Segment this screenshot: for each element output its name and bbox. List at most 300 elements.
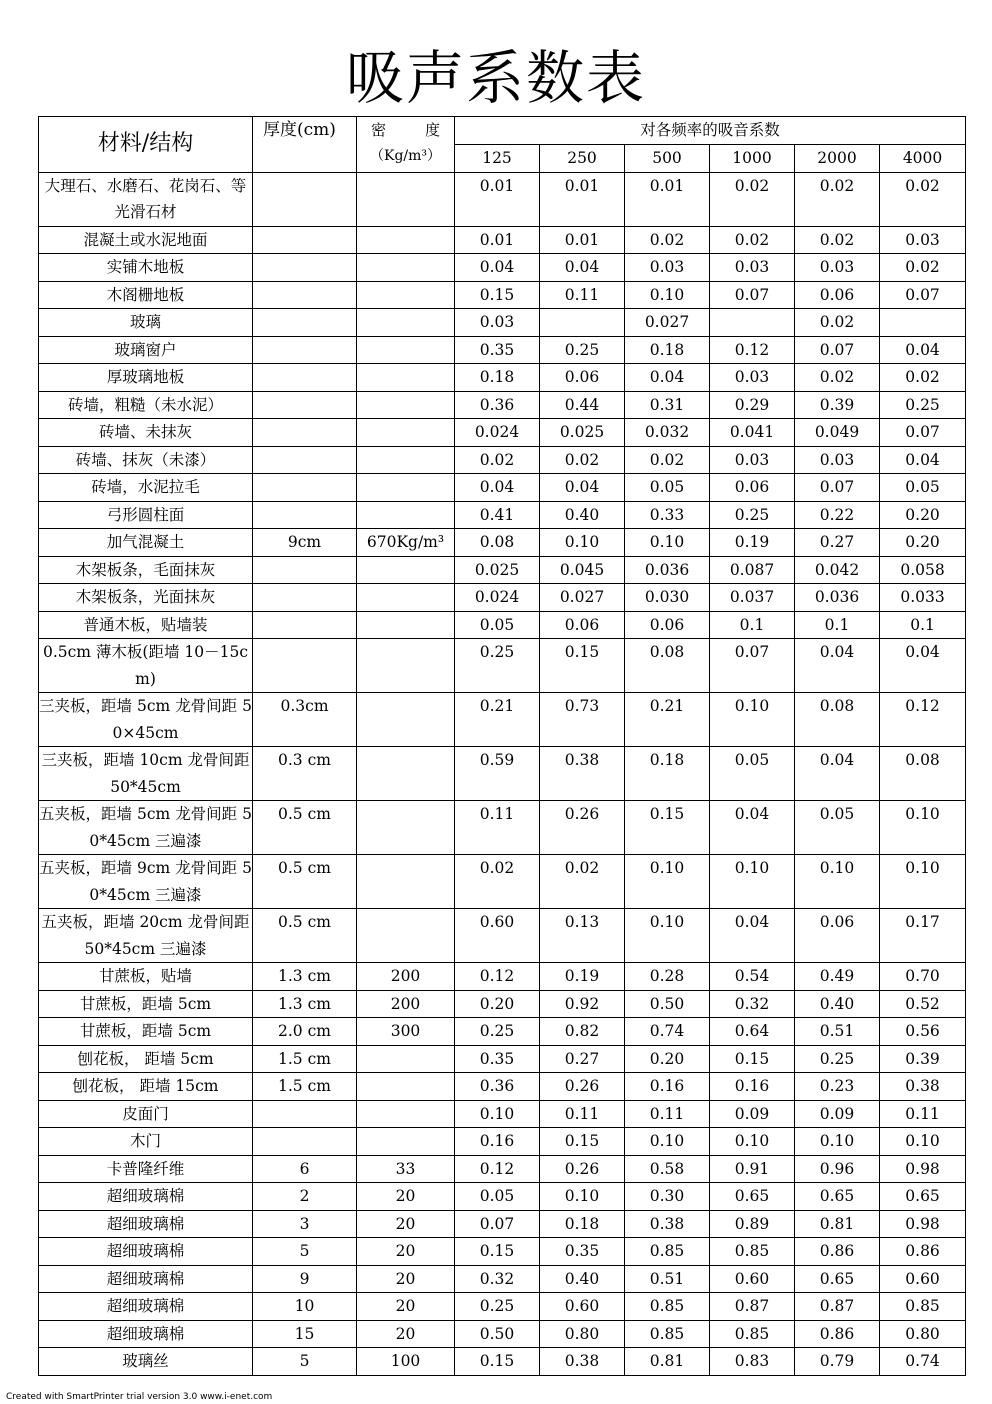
thickness-cell	[253, 1100, 357, 1128]
coefficient-cell-125: 0.32	[455, 1265, 540, 1293]
coefficient-cell-250	[540, 309, 625, 337]
coefficient-cell-4000: 0.02	[880, 364, 966, 392]
table-row	[39, 226, 966, 254]
coefficient-cell-250: 0.02	[540, 446, 625, 474]
coefficient-cell-500: 0.10	[625, 909, 710, 963]
coefficient-cell-125: 0.024	[455, 419, 540, 447]
coefficient-cell-4000: 0.20	[880, 501, 966, 529]
coefficient-cell-250: 0.26	[540, 801, 625, 855]
material-cell: 三夹板，距墙 10cm 龙骨间距 50*45cm	[39, 747, 253, 801]
coefficient-cell-2000: 0.07	[795, 474, 880, 502]
thickness-cell: 0.5 cm	[253, 909, 357, 963]
coefficient-cell-125: 0.50	[455, 1320, 540, 1348]
material-cell: 木架板条，毛面抹灰	[39, 556, 253, 584]
coefficient-cell-500: 0.036	[625, 556, 710, 584]
header-density-unit: （Kg/m³）	[369, 148, 442, 164]
table-row	[39, 693, 966, 747]
coefficient-cell-125: 0.07	[455, 1210, 540, 1238]
header-density-label	[357, 117, 454, 143]
coefficient-cell-1000: 0.64	[710, 1018, 795, 1046]
thickness-cell	[253, 1128, 357, 1156]
thickness-cell: 0.5 cm	[253, 801, 357, 855]
coefficient-cell-1000: 0.85	[710, 1238, 795, 1266]
table-row	[39, 254, 966, 282]
coefficient-cell-500: 0.33	[625, 501, 710, 529]
coefficient-cell-4000: 0.17	[880, 909, 966, 963]
material-cell: 混凝土或水泥地面	[39, 226, 253, 254]
thickness-cell	[253, 226, 357, 254]
coefficient-cell-4000: 0.20	[880, 529, 966, 557]
header-row-1	[39, 117, 966, 145]
coefficient-cell-1000: 0.04	[710, 909, 795, 963]
thickness-cell: 5	[253, 1348, 357, 1376]
thickness-cell	[253, 639, 357, 693]
coefficient-cell-4000: 0.86	[880, 1238, 966, 1266]
page-title: 吸声系数表	[345, 44, 646, 112]
thickness-cell: 5	[253, 1238, 357, 1266]
coefficient-cell-1000: 0.60	[710, 1265, 795, 1293]
thickness-cell	[253, 309, 357, 337]
thickness-cell: 15	[253, 1320, 357, 1348]
table-row	[39, 281, 966, 309]
material-cell: 砖墙，水泥拉毛	[39, 474, 253, 502]
material-cell: 甘蔗板，距墙 5cm	[39, 1018, 253, 1046]
coefficient-cell-4000: 0.07	[880, 281, 966, 309]
coefficient-cell-1000: 0.1	[710, 611, 795, 639]
coefficient-cell-250: 0.10	[540, 529, 625, 557]
table-row	[39, 172, 966, 226]
coefficient-cell-250: 0.92	[540, 990, 625, 1018]
thickness-cell	[253, 254, 357, 282]
coefficient-cell-250: 0.60	[540, 1293, 625, 1321]
coefficient-cell-1000: 0.16	[710, 1073, 795, 1101]
coefficient-cell-250: 0.38	[540, 747, 625, 801]
absorption-table	[38, 116, 966, 1376]
coefficient-cell-1000: 0.65	[710, 1183, 795, 1211]
coefficient-cell-125: 0.12	[455, 963, 540, 991]
coefficient-cell-250: 0.045	[540, 556, 625, 584]
density-cell	[357, 1100, 455, 1128]
coefficient-cell-500: 0.85	[625, 1320, 710, 1348]
coefficient-cell-125: 0.10	[455, 1100, 540, 1128]
thickness-cell: 1.3 cm	[253, 990, 357, 1018]
table-row	[39, 1320, 966, 1348]
density-cell: 670Kg/m³	[357, 529, 455, 557]
coefficient-cell-2000: 0.09	[795, 1100, 880, 1128]
coefficient-cell-250: 0.15	[540, 639, 625, 693]
density-cell	[357, 391, 455, 419]
material-cell: 玻璃	[39, 309, 253, 337]
density-cell	[357, 747, 455, 801]
coefficient-cell-1000: 0.10	[710, 693, 795, 747]
coefficient-cell-2000: 0.036	[795, 584, 880, 612]
density-cell	[357, 172, 455, 226]
thickness-cell	[253, 474, 357, 502]
coefficient-cell-125: 0.60	[455, 909, 540, 963]
coefficient-cell-1000: 0.05	[710, 747, 795, 801]
coefficient-cell-500: 0.18	[625, 336, 710, 364]
material-cell: 大理石、水磨石、花岗石、等光滑石材	[39, 172, 253, 226]
coefficient-cell-125: 0.36	[455, 391, 540, 419]
coefficient-cell-4000: 0.10	[880, 1128, 966, 1156]
density-cell: 20	[357, 1320, 455, 1348]
coefficient-cell-500: 0.31	[625, 391, 710, 419]
coefficient-cell-4000: 0.12	[880, 693, 966, 747]
coefficient-cell-500: 0.06	[625, 611, 710, 639]
coefficient-cell-1000	[710, 309, 795, 337]
table-row	[39, 446, 966, 474]
coefficient-cell-4000: 0.02	[880, 172, 966, 226]
coefficient-cell-1000: 0.04	[710, 801, 795, 855]
table-row	[39, 501, 966, 529]
coefficient-cell-2000: 0.03	[795, 254, 880, 282]
coefficient-cell-250: 0.04	[540, 474, 625, 502]
coefficient-cell-125: 0.02	[455, 446, 540, 474]
density-cell	[357, 639, 455, 693]
coefficient-cell-1000: 0.10	[710, 855, 795, 909]
coefficient-cell-500: 0.10	[625, 529, 710, 557]
coefficient-cell-125: 0.15	[455, 1348, 540, 1376]
density-cell	[357, 611, 455, 639]
coefficient-cell-250: 0.18	[540, 1210, 625, 1238]
coefficient-cell-125: 0.16	[455, 1128, 540, 1156]
density-cell	[357, 1045, 455, 1073]
coefficient-cell-1000: 0.15	[710, 1045, 795, 1073]
thickness-cell	[253, 419, 357, 447]
coefficient-cell-4000: 0.85	[880, 1293, 966, 1321]
coefficient-cell-125: 0.024	[455, 584, 540, 612]
coefficient-cell-125: 0.20	[455, 990, 540, 1018]
coefficient-cell-2000: 0.25	[795, 1045, 880, 1073]
density-cell	[357, 254, 455, 282]
coefficient-cell-250: 0.40	[540, 501, 625, 529]
table-row	[39, 364, 966, 392]
density-cell: 200	[357, 990, 455, 1018]
coefficient-cell-125: 0.11	[455, 801, 540, 855]
density-cell	[357, 801, 455, 855]
thickness-cell: 1.5 cm	[253, 1073, 357, 1101]
material-cell: 超细玻璃棉	[39, 1320, 253, 1348]
density-cell	[357, 446, 455, 474]
coefficient-cell-1000: 0.83	[710, 1348, 795, 1376]
density-cell	[357, 556, 455, 584]
coefficient-cell-1000: 0.03	[710, 254, 795, 282]
coefficient-cell-125: 0.35	[455, 336, 540, 364]
table-row	[39, 1210, 966, 1238]
coefficient-cell-2000: 0.96	[795, 1155, 880, 1183]
table-row	[39, 963, 966, 991]
coefficient-cell-250: 0.11	[540, 281, 625, 309]
density-cell: 200	[357, 963, 455, 991]
thickness-cell: 9cm	[253, 529, 357, 557]
header-freq-2000: 2000	[795, 145, 880, 173]
coefficient-cell-4000: 0.1	[880, 611, 966, 639]
density-cell: 20	[357, 1293, 455, 1321]
coefficient-cell-500: 0.18	[625, 747, 710, 801]
coefficient-cell-500: 0.01	[625, 172, 710, 226]
table-row	[39, 801, 966, 855]
density-cell	[357, 1073, 455, 1101]
material-cell: 普通木板，贴墙装	[39, 611, 253, 639]
table-row	[39, 584, 966, 612]
coefficient-cell-1000: 0.02	[710, 172, 795, 226]
table-row	[39, 474, 966, 502]
table-row	[39, 419, 966, 447]
density-cell	[357, 419, 455, 447]
coefficient-cell-1000: 0.03	[710, 364, 795, 392]
thickness-cell	[253, 172, 357, 226]
density-cell	[357, 501, 455, 529]
coefficient-cell-4000: 0.04	[880, 639, 966, 693]
coefficient-cell-2000: 0.049	[795, 419, 880, 447]
coefficient-cell-500: 0.85	[625, 1293, 710, 1321]
coefficient-cell-4000	[880, 309, 966, 337]
coefficient-cell-2000: 0.07	[795, 336, 880, 364]
material-cell: 加气混凝土	[39, 529, 253, 557]
coefficient-cell-250: 0.27	[540, 1045, 625, 1073]
coefficient-cell-1000: 0.87	[710, 1293, 795, 1321]
coefficient-cell-1000: 0.89	[710, 1210, 795, 1238]
coefficient-cell-125: 0.02	[455, 855, 540, 909]
coefficient-cell-4000: 0.25	[880, 391, 966, 419]
coefficient-cell-2000: 0.05	[795, 801, 880, 855]
coefficient-cell-125: 0.41	[455, 501, 540, 529]
material-cell: 卡普隆纤维	[39, 1155, 253, 1183]
coefficient-cell-250: 0.04	[540, 254, 625, 282]
coefficient-cell-4000: 0.04	[880, 336, 966, 364]
coefficient-cell-2000: 0.65	[795, 1183, 880, 1211]
coefficient-cell-1000: 0.25	[710, 501, 795, 529]
coefficient-cell-125: 0.15	[455, 1238, 540, 1266]
coefficient-cell-500: 0.04	[625, 364, 710, 392]
coefficient-cell-2000: 0.02	[795, 226, 880, 254]
coefficient-cell-125: 0.21	[455, 693, 540, 747]
table-row	[39, 747, 966, 801]
density-cell	[357, 281, 455, 309]
coefficient-cell-250: 0.13	[540, 909, 625, 963]
coefficient-cell-500: 0.30	[625, 1183, 710, 1211]
thickness-cell	[253, 556, 357, 584]
coefficient-cell-500: 0.38	[625, 1210, 710, 1238]
coefficient-cell-1000: 0.09	[710, 1100, 795, 1128]
coefficient-cell-4000: 0.98	[880, 1155, 966, 1183]
coefficient-cell-1000: 0.54	[710, 963, 795, 991]
density-cell: 20	[357, 1210, 455, 1238]
coefficient-cell-2000: 0.02	[795, 309, 880, 337]
coefficient-cell-125: 0.18	[455, 364, 540, 392]
material-cell: 超细玻璃棉	[39, 1183, 253, 1211]
header-freq-500: 500	[625, 145, 710, 173]
coefficient-cell-500: 0.027	[625, 309, 710, 337]
coefficient-cell-4000: 0.05	[880, 474, 966, 502]
thickness-cell: 1.3 cm	[253, 963, 357, 991]
coefficient-cell-2000: 0.22	[795, 501, 880, 529]
table-row	[39, 611, 966, 639]
density-cell	[357, 336, 455, 364]
material-cell: 厚玻璃地板	[39, 364, 253, 392]
coefficient-cell-2000: 0.79	[795, 1348, 880, 1376]
coefficient-cell-2000: 0.10	[795, 1128, 880, 1156]
coefficient-cell-1000: 0.06	[710, 474, 795, 502]
coefficient-cell-500: 0.15	[625, 801, 710, 855]
coefficient-cell-250: 0.01	[540, 172, 625, 226]
coefficient-cell-500: 0.08	[625, 639, 710, 693]
coefficient-cell-125: 0.36	[455, 1073, 540, 1101]
table-row	[39, 909, 966, 963]
material-cell: 刨花板， 距墙 15cm	[39, 1073, 253, 1101]
density-cell	[357, 1128, 455, 1156]
coefficient-cell-4000: 0.52	[880, 990, 966, 1018]
material-cell: 木架板条，光面抹灰	[39, 584, 253, 612]
coefficient-cell-2000: 0.86	[795, 1320, 880, 1348]
coefficient-cell-250: 0.02	[540, 855, 625, 909]
coefficient-cell-500: 0.030	[625, 584, 710, 612]
coefficient-cell-4000: 0.98	[880, 1210, 966, 1238]
material-cell: 甘蔗板，贴墙	[39, 963, 253, 991]
coefficient-cell-2000: 0.49	[795, 963, 880, 991]
density-cell	[357, 309, 455, 337]
coefficient-cell-2000: 0.03	[795, 446, 880, 474]
coefficient-cell-2000: 0.27	[795, 529, 880, 557]
header-density	[357, 117, 455, 173]
coefficient-cell-250: 0.19	[540, 963, 625, 991]
coefficient-cell-250: 0.15	[540, 1128, 625, 1156]
header-freq-250: 250	[540, 145, 625, 173]
coefficient-cell-1000: 0.29	[710, 391, 795, 419]
material-cell: 超细玻璃棉	[39, 1293, 253, 1321]
coefficient-cell-1000: 0.087	[710, 556, 795, 584]
coefficient-cell-2000: 0.02	[795, 172, 880, 226]
density-cell	[357, 693, 455, 747]
header-freq-1000: 1000	[710, 145, 795, 173]
header-material: 材料/结构	[39, 117, 253, 173]
coefficient-cell-2000: 0.65	[795, 1265, 880, 1293]
coefficient-cell-4000: 0.10	[880, 801, 966, 855]
density-cell: 100	[357, 1348, 455, 1376]
coefficient-cell-250: 0.38	[540, 1348, 625, 1376]
density-cell	[357, 474, 455, 502]
material-cell: 砖墙，粗糙（未水泥）	[39, 391, 253, 419]
density-cell: 20	[357, 1265, 455, 1293]
coefficient-cell-125: 0.25	[455, 1293, 540, 1321]
table-row	[39, 1348, 966, 1376]
coefficient-cell-2000: 0.39	[795, 391, 880, 419]
density-cell: 33	[357, 1155, 455, 1183]
coefficient-cell-125: 0.04	[455, 474, 540, 502]
coefficient-cell-250: 0.06	[540, 611, 625, 639]
coefficient-cell-500: 0.05	[625, 474, 710, 502]
material-cell: 木门	[39, 1128, 253, 1156]
coefficient-cell-500: 0.03	[625, 254, 710, 282]
coefficient-cell-2000: 0.81	[795, 1210, 880, 1238]
material-cell: 五夹板，距墙 20cm 龙骨间距 50*45cm 三遍漆	[39, 909, 253, 963]
coefficient-cell-250: 0.26	[540, 1155, 625, 1183]
coefficient-cell-125: 0.25	[455, 1018, 540, 1046]
coefficient-cell-2000: 0.042	[795, 556, 880, 584]
coefficient-cell-1000: 0.02	[710, 226, 795, 254]
coefficient-cell-125: 0.01	[455, 226, 540, 254]
table-row	[39, 855, 966, 909]
thickness-cell: 2.0 cm	[253, 1018, 357, 1046]
coefficient-cell-2000: 0.04	[795, 639, 880, 693]
density-cell	[357, 855, 455, 909]
coefficient-cell-250: 0.73	[540, 693, 625, 747]
coefficient-cell-4000: 0.07	[880, 419, 966, 447]
coefficient-cell-500: 0.10	[625, 281, 710, 309]
coefficient-cell-4000: 0.74	[880, 1348, 966, 1376]
coefficient-cell-500: 0.51	[625, 1265, 710, 1293]
coefficient-cell-500: 0.21	[625, 693, 710, 747]
coefficient-cell-250: 0.01	[540, 226, 625, 254]
header-thickness: 厚度(cm)	[253, 117, 357, 173]
material-cell: 木阁栅地板	[39, 281, 253, 309]
coefficient-cell-125: 0.35	[455, 1045, 540, 1073]
thickness-cell	[253, 336, 357, 364]
material-cell: 五夹板，距墙 5cm 龙骨间距 50*45cm 三遍漆	[39, 801, 253, 855]
table-row	[39, 1018, 966, 1046]
table-row	[39, 1128, 966, 1156]
table-row	[39, 1183, 966, 1211]
coefficient-cell-2000: 0.06	[795, 909, 880, 963]
coefficient-cell-250: 0.40	[540, 1265, 625, 1293]
coefficient-cell-500: 0.10	[625, 855, 710, 909]
coefficient-cell-500: 0.10	[625, 1128, 710, 1156]
material-cell: 实铺木地板	[39, 254, 253, 282]
table-body	[39, 117, 966, 1376]
header-density-right: 度	[424, 121, 440, 139]
footer-watermark: Created with SmartPrinter trial version 3.0 www.i-enet.com	[6, 1392, 273, 1402]
thickness-cell	[253, 391, 357, 419]
coefficient-cell-500: 0.20	[625, 1045, 710, 1073]
coefficient-cell-250: 0.44	[540, 391, 625, 419]
coefficient-cell-4000: 0.65	[880, 1183, 966, 1211]
material-cell: 超细玻璃棉	[39, 1265, 253, 1293]
thickness-cell: 9	[253, 1265, 357, 1293]
thickness-cell	[253, 281, 357, 309]
coefficient-cell-2000: 0.02	[795, 364, 880, 392]
coefficient-cell-125: 0.08	[455, 529, 540, 557]
table-row	[39, 1073, 966, 1101]
coefficient-cell-2000: 0.08	[795, 693, 880, 747]
thickness-cell: 6	[253, 1155, 357, 1183]
coefficient-cell-1000: 0.041	[710, 419, 795, 447]
thickness-cell: 1.5 cm	[253, 1045, 357, 1073]
material-cell: 超细玻璃棉	[39, 1210, 253, 1238]
header-freq-125: 125	[455, 145, 540, 173]
table-row	[39, 639, 966, 693]
coefficient-cell-4000: 0.03	[880, 226, 966, 254]
thickness-cell: 3	[253, 1210, 357, 1238]
coefficient-cell-250: 0.25	[540, 336, 625, 364]
density-cell	[357, 364, 455, 392]
coefficient-cell-1000: 0.91	[710, 1155, 795, 1183]
coefficient-cell-2000: 0.10	[795, 855, 880, 909]
table-row	[39, 1100, 966, 1128]
material-cell: 超细玻璃棉	[39, 1238, 253, 1266]
material-cell: 五夹板，距墙 9cm 龙骨间距 50*45cm 三遍漆	[39, 855, 253, 909]
coefficient-cell-2000: 0.1	[795, 611, 880, 639]
thickness-cell	[253, 501, 357, 529]
coefficient-cell-500: 0.58	[625, 1155, 710, 1183]
thickness-cell: 0.3 cm	[253, 747, 357, 801]
coefficient-cell-500: 0.11	[625, 1100, 710, 1128]
coefficient-cell-1000: 0.12	[710, 336, 795, 364]
material-cell: 皮面门	[39, 1100, 253, 1128]
coefficient-cell-125: 0.12	[455, 1155, 540, 1183]
coefficient-cell-4000: 0.39	[880, 1045, 966, 1073]
density-cell	[357, 909, 455, 963]
table-row	[39, 990, 966, 1018]
